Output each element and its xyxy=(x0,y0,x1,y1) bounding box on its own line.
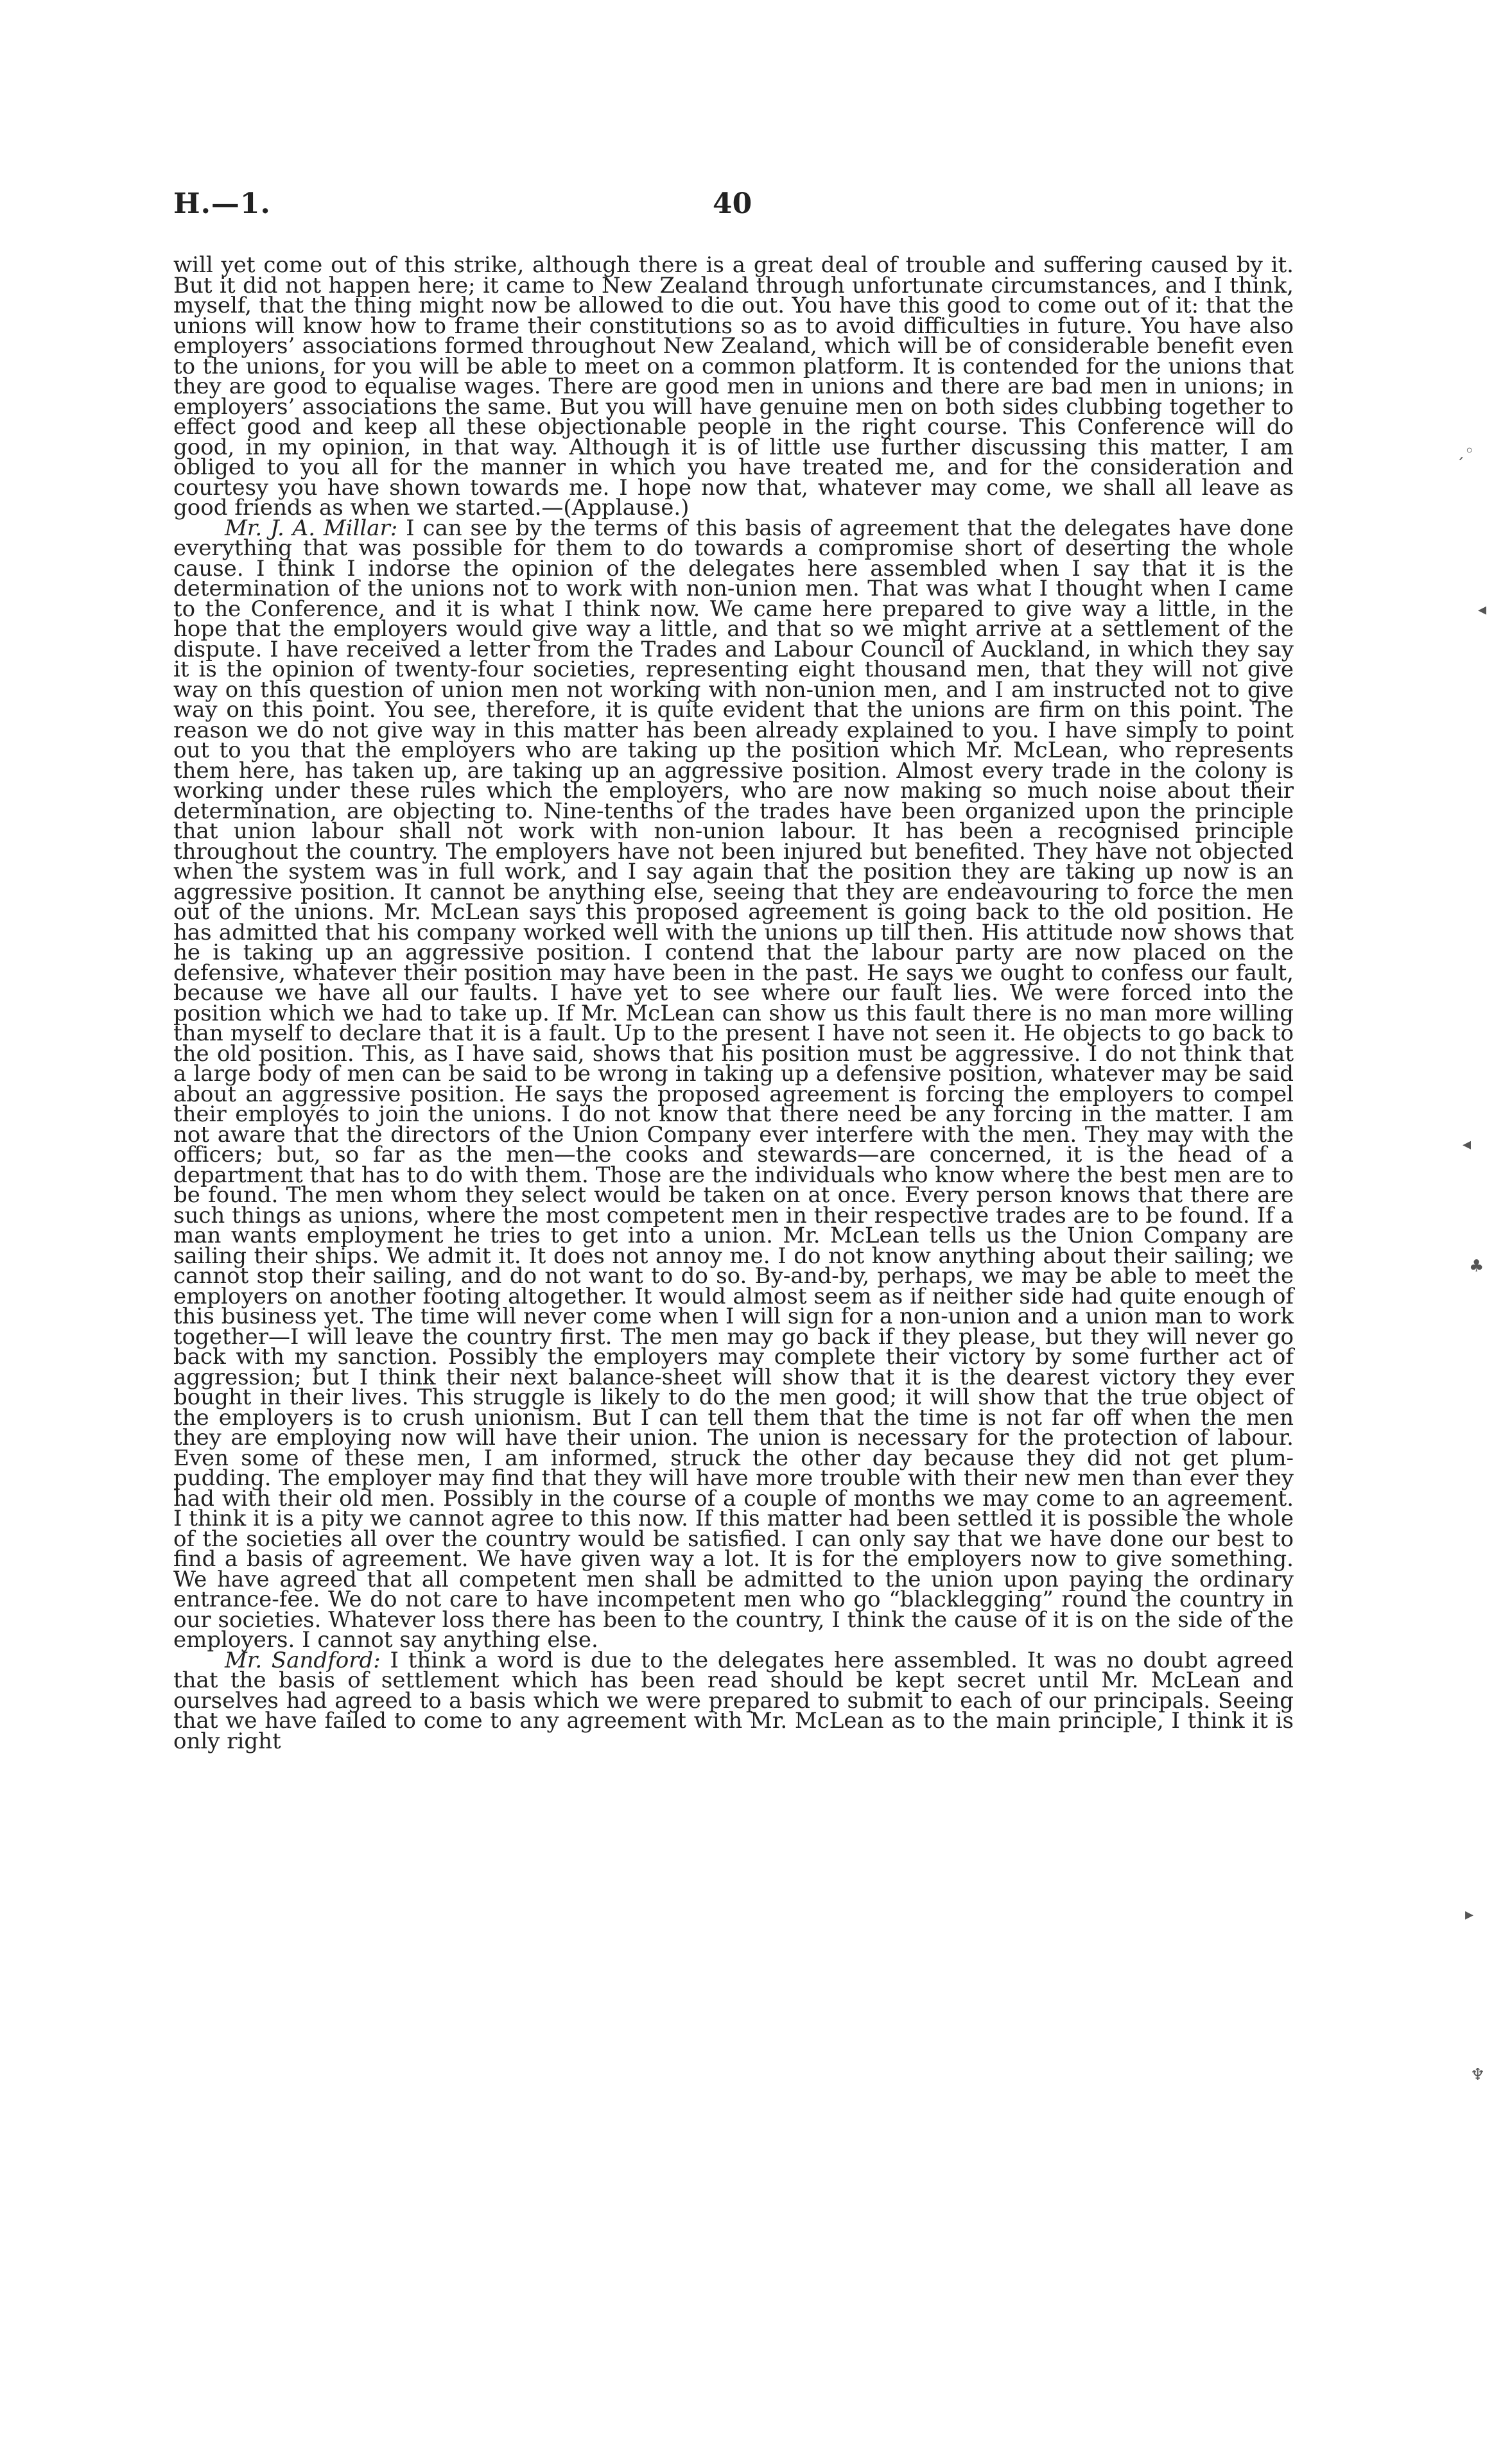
margin-mark: ♣ xyxy=(1469,1257,1484,1276)
page-header xyxy=(173,187,1294,226)
paragraph-sandford xyxy=(173,1647,1294,1754)
speaker-name: Mr. J. A. Millar: xyxy=(225,515,398,541)
series-code: H.—1. xyxy=(173,187,271,220)
paragraph-millar xyxy=(173,515,1294,1653)
margin-mark: ♆ xyxy=(1470,2065,1486,2085)
body-text xyxy=(173,252,1294,1754)
page-number: 40 xyxy=(713,187,752,220)
margin-mark: ˏ◦ xyxy=(1456,442,1475,461)
speaker-name: Mr. Sandford: xyxy=(225,1647,381,1673)
paragraph-text: will yet come out of this strike, although there is a great deal of trouble and suffering caused by it. But it did not happen here; it came to New Zealand through unfortunate circumstances, and I think, myself, that the thing might now be allowed to die out. You have this good to come out of it: that the unions will know how to frame their constitutions so as to avoid difficulties in future. You have also employers’ associations formed throughout New Zealand, which will be of considerable benefit even to the unions, for you will be able to meet on a common platform. It is contended for the unions that they are good to equalise wages. There are good men in unions and there are bad men in unions; in employers’ associations the same. But you will have genuine men on both sides clubbing together to effect good and keep all these objectionable people in the right course. This Conference will do good, in my opinion, in that way. Although it is of little use further discussing this matter, I am obliged to you all for the manner in which you have treated me, and for the consideration and courtesy you have shown towards me. I hope now that, whatever may come, we shall all leave as good friends as when we started.—(Applause.) xyxy=(173,252,1294,521)
paragraph-text: I think a word is due to the delegates here assembled. It was no doubt agreed that the basis of settlement which has been read should be kept secret until Mr. McLean and ourselves had agreed to a basis which we were prepared to submit to each of our principals. Seeing that we have failed to come to any agreement with Mr. McLean as to the main principle, I think it is only right xyxy=(173,1647,1294,1754)
margin-mark: ◂ xyxy=(1463,1135,1472,1154)
margin-mark: ▸ xyxy=(1465,1905,1474,1924)
paragraph-continuation xyxy=(173,252,1294,521)
paragraph-text: I can see by the terms of this basis of agreement that the delegates have done everything that was possible for them to do towards a compromise short of deserting the whole cause. I think I indorse the opinion of the delegates here assembled when I say that it is the determination of the unions not to work with non-union men. That was what I thought when I came to the Conference, and it is what I think now. We came here prepared to give way a little, in the hope that the employers would give way a little, and that so we might arrive at a settlement of the dispute. I have received a letter from the Trades and Labour Council of Auckland, in which they say it is the opinion of twenty-four societies, representing eight thousand men, that they will not give way on this question of union men not working with non-union men, and I am instructed not to give way on this point. You see, therefore, it is quite evident that the unions are firm on this point. The reason we do not give way in this matter has been already explained to you. I have simply to point out to you that the employers who are taking up the position which Mr. McLean, who represents them here, has taken up, are taking up an aggressive position. Almost every trade in the colony is working under these rules which the employers, who are now making so much noise about their determination, are objecting to. Nine-tenths of the trades have been organized upon the principle that union labour shall not work with non-union labour. It has been a recognised principle throughout the country. The employers have not been injured but benefited. They have not objected when the system was in full work, and I say again that the position they are taking up now is an aggressive position. It cannot be anything else, seeing that they are endeavouring to force the men out of the unions. Mr. McLean says this proposed agreement is going back to the old position. He has admitted that his company worked well with the unions up till then. His attitude now shows that he is taking up an aggressive position. I contend that the labour party are now placed on the defensive, whatever their position may have been in the past. He says we ought to confess our fault, because we have all our faults. I have yet to see where our fault lies. We were forced into the position which we had to take up. If Mr. McLean can show us this fault there is no man more willing than myself to declare that it is a fault. Up to the present I have not seen it. He objects to go back to the old position. This, as I have said, shows that his position must be aggressive. I do not think that a large body of men can be said to be wrong in taking up a defensive position, whatever may be said about an aggressive position. He says the proposed agreement is forcing the employers to compel their employés to join the unions. I do not know that there need be any forcing in the matter. I am not aware that the directors of the Union Company ever interfere with the men. They may with the officers; but, so far as the men—the cooks and stewards—are concerned, it is the head of a department that has to do with them. Those are the individuals who know where the best men are to be found. The men whom they select would be taken on at once. Every person knows that there are such things as unions, where the most competent men in their respective trades are to be found. If a man wants employment he tries to get into a union. Mr. McLean tells us the Union Company are sailing their ships. We admit it. It does not annoy me. I do not know anything about their sailing; we cannot stop their sailing, and do not want to do so. By-and-by, perhaps, we may be able to meet the employers on another footing altogether. It would almost seem as if neither side had quite enough of this business yet. The time will never come when I will sign for a non-union and a union man to work together—I will leave the country first. The men may go back if they please, but they will never go back with my sanction. Possibly the employers may complete their victory by some further act of aggression; but I think their next balance-sheet will show that it is the dearest victory they ever bought in their lives. This struggle is likely to do the men good; it will show that the true object of the employers is to crush unionism. But I can tell them that the time is not far off when the men they are employing now will have their union. The union is necessary for the protection of labour. Even some of these men, I am informed, struck the other day because they did not get plum-pudding. The employer may find that they will have more trouble with their new men than ever they had with their old men. Possibly in the course of a couple of months we may come to an agreement. I think it is a pity we cannot agree to this now. If this matter had been settled it is possible the whole of the societies all over the country would be satisfied. I can only say that we have done our best to find a basis of agreement. We have given way a lot. It is for the employers now to give something. We have agreed that all competent men shall be admitted to the union upon paying the ordinary entrance-fee. We do not care to have incompetent men who go “blacklegging” round the country in our societies. Whatever loss there has been to the country, I think the cause of it is on the side of the employers. I cannot say anything else. xyxy=(173,515,1294,1653)
margin-mark: ◂ xyxy=(1478,600,1487,619)
